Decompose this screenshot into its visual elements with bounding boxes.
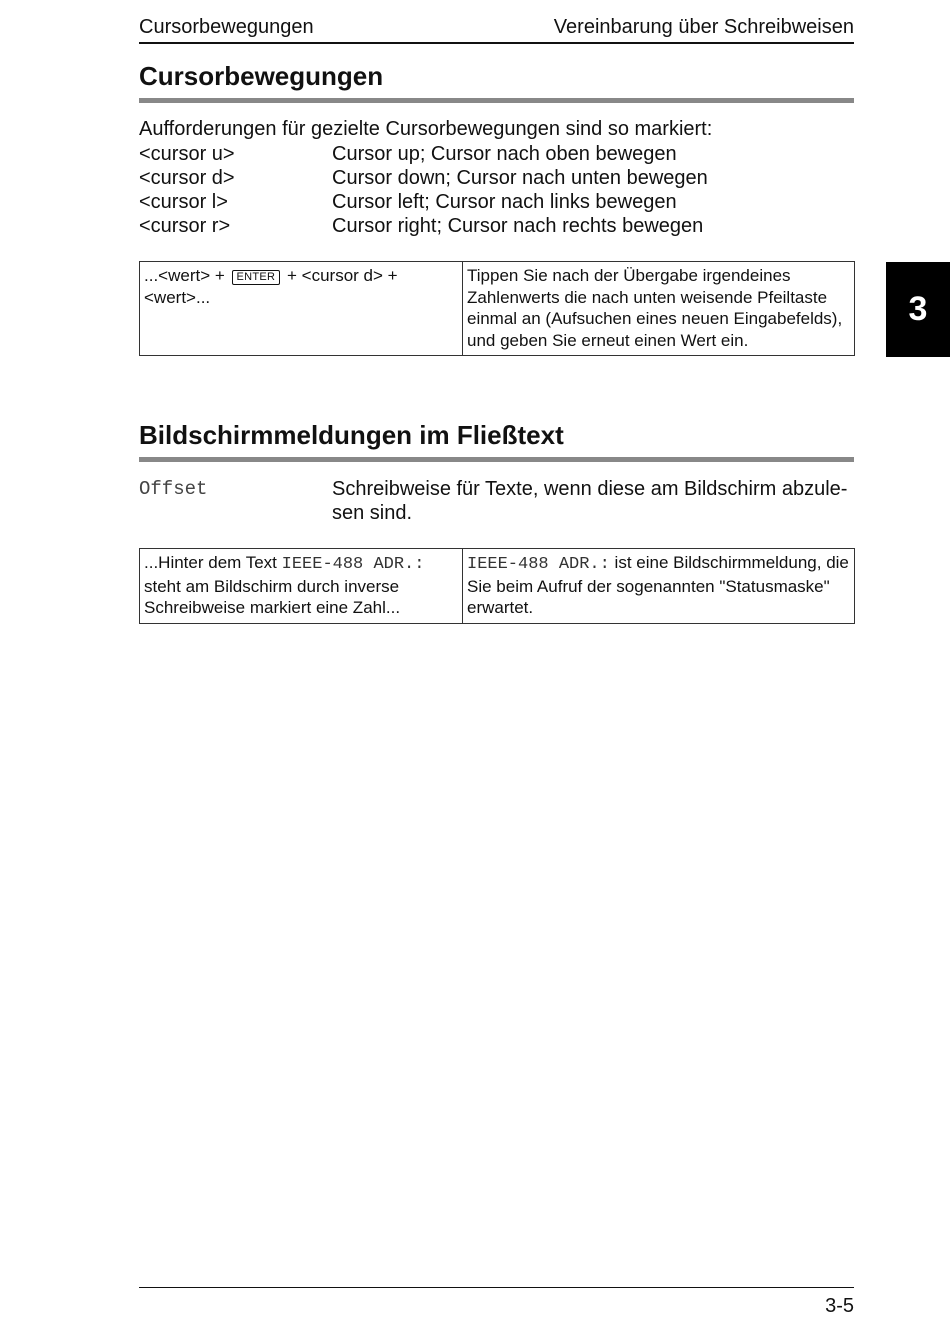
- example-text-prefix: ...Hinter dem Text: [144, 553, 282, 572]
- cursor-definition-list: [139, 142, 854, 238]
- page-header: [139, 14, 854, 44]
- enter-key-icon: ENTER: [232, 270, 281, 285]
- offset-term: Offset: [139, 478, 208, 500]
- example-explanation-cell: Tippen Sie nach der Übergabe irgendeines Zahlenwerts die nach unten weisende Pfeiltaste einmal an (Aufsuchen eines neuen Eingabefelds), und geben Sie erneut einen Wert ein.: [463, 262, 855, 356]
- definition-term: <cursor u>: [139, 143, 235, 165]
- definition-term: <cursor l>: [139, 191, 228, 213]
- definition-description: Cursor down; Cursor nach unten bewegen: [332, 167, 708, 189]
- definition-row: [139, 214, 854, 238]
- offset-description-line-2: sen sind.: [332, 502, 413, 524]
- example-input-prefix: ...<wert> +: [144, 266, 230, 285]
- example-text-suffix: steht am Bildschirm durch inverse Schreibweise markiert eine Zahl...: [144, 576, 401, 617]
- definition-row: [139, 190, 854, 214]
- screen-message-code: IEEE-488 ADR.:: [281, 555, 425, 574]
- definition-description: Cursor right; Cursor nach rechts bewegen: [332, 215, 704, 237]
- header-chapter-title: Cursorbewegungen: [139, 16, 314, 38]
- example-input-suffix: + <cursor d> + <wert>...: [144, 266, 398, 307]
- offset-description-line-1: Schreibweise für Texte, wenn diese am Bildschirm abzule-: [332, 478, 848, 500]
- table-row: [140, 549, 855, 624]
- definition-description: Cursor left; Cursor nach links bewegen: [332, 191, 677, 213]
- page-number: 3-5: [825, 1295, 854, 1317]
- page-footer: [139, 1287, 854, 1317]
- intro-text: Aufforderungen für gezielte Cursorbewegungen sind so markiert:: [139, 118, 713, 140]
- definition-row: [139, 142, 854, 166]
- definition-term: <cursor r>: [139, 215, 231, 237]
- screen-message-code: IEEE-488 ADR.:: [467, 555, 610, 574]
- chapter-tab: 3: [886, 262, 950, 357]
- example-explanation-cell: [463, 549, 855, 624]
- cursor-example-table: [139, 261, 855, 356]
- table-row: [140, 262, 855, 356]
- offset-definition: [139, 477, 854, 525]
- header-section-title: Vereinbarung über Schreibweisen: [553, 16, 854, 38]
- definition-term: <cursor d>: [139, 167, 235, 189]
- example-input-cell: [140, 262, 463, 356]
- section-title-cursorbewegungen: Cursorbewegungen: [139, 61, 854, 103]
- offset-description: [332, 477, 854, 525]
- section-title-bildschirmmeldungen: Bildschirmmeldungen im Fließtext: [139, 420, 854, 462]
- definition-description: Cursor up; Cursor nach oben bewegen: [332, 143, 677, 165]
- example-explanation-text: ist eine Bildschirmmeldung, die Sie beim Aufruf der sogenannten "Statusmaske" erwartet.: [467, 553, 849, 617]
- example-text-cell: [140, 549, 463, 624]
- definition-row: [139, 166, 854, 190]
- screen-message-example-table: [139, 548, 855, 624]
